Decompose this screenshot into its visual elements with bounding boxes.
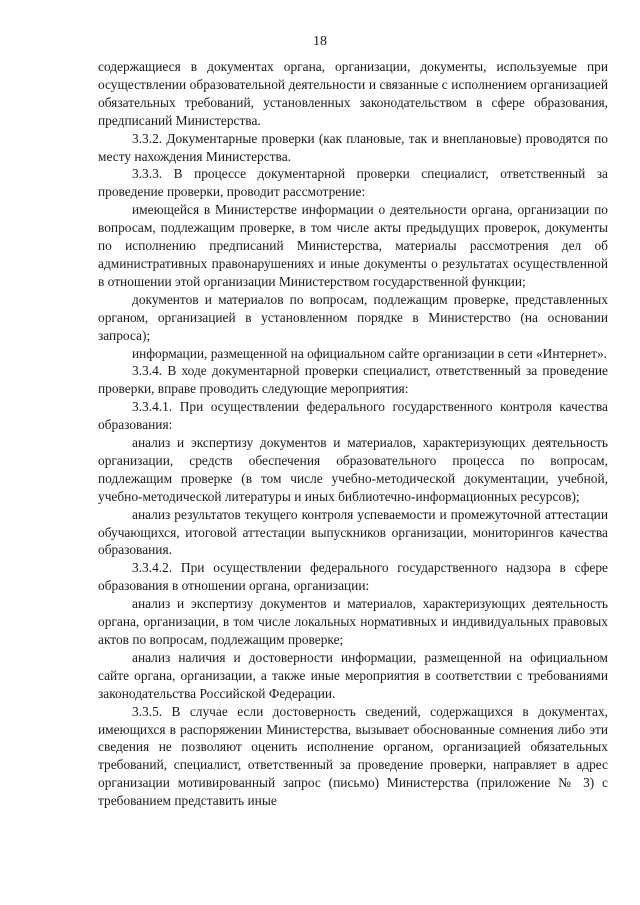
paragraph-3-3-4-1: 3.3.4.1. При осуществлении федерального государственного контроля качества образования: [98,399,608,433]
paragraph-3-3-3: 3.3.3. В процессе документарной проверки специалист, ответственный за проведение проверки, проводит рассмотрение: [98,166,608,200]
paragraph-3-3-4: 3.3.4. В ходе документарной проверки специалист, ответственный за проведение проверки, вправе проводить следующие мероприятия: [98,363,608,397]
paragraph-continuation: содержащиеся в документах органа, организации, документы, используемые при осуществлении образовательной деятельности и связанные с исполнением организацией обязательных требований, установленных законодательством в сфере образования, предписаний Министерства. [98,59,608,128]
list-item-website-info: информации, размещенной на официальном сайте организации в сети «Интернет». [132,345,607,361]
list-item-expertise: анализ и экспертизу документов и материалов, характеризующих деятельность органа, организации, в том числе локальных нормативных и индивидуальных правовых актов по вопросам, подлежащим проверке; [98,596,608,647]
page-number: 18 [313,34,327,49]
paragraph-3-3-4-2: 3.3.4.2. При осуществлении федерального государственного надзора в сфере образования в отношении органа, организации: [98,560,608,594]
paragraph-3-3-5: 3.3.5. В случае если достоверность сведений, содержащихся в документах, имеющихся в распоряжении Министерства, вызывает обоснованные сомнения либо эти сведения не позволяют оценить исполнение органом, организацией обязательных требований, специалист, ответственный за проведение проверки, направляет в адрес организации мотивированный запрос (письмо) Министерства (приложение № 3) с требованием представить иные [98,703,608,809]
document-body [98,58,608,810]
list-item-ministry-info: имеющейся в Министерстве информации о деятельности органа, организации по вопросам, подлежащим проверке, в том числе акты предыдущих проверок, документы по исполнению предписаний Министерства, материалы рассмотрения дел об административных правонарушениях и иные документы о результатах осуществленной в отношении этой организации Министерством государственной функции; [98,202,608,289]
list-item-analysis-documents: анализ и экспертизу документов и материалов, характеризующих деятельность организации, средств обеспечения образовательного процесса по вопросам, подлежащим проверке (в том числе учебно-методической документации, учебной, учебно-методической литературы и иных библиотечно-информационных ресурсов); [98,435,608,504]
list-item-documents: документов и материалов по вопросам, подлежащим проверке, представленных органом, организацией в установленном порядке в Министерство (на основании запроса); [98,291,608,343]
paragraph-3-3-2: 3.3.2. Документарные проверки (как плановые, так и внеплановые) проводятся по месту нахождения Министерства. [98,130,608,164]
list-item-site-analysis: анализ наличия и достоверности информации, размещенной на официальном сайте органа, организации, а также иные мероприятия в соответствии с требованиями законодательства Российской Федерации. [98,649,608,701]
list-item-analysis-results: анализ результатов текущего контроля успеваемости и промежуточной аттестации обучающихся, итоговой аттестации выпускников организации, мониторингов качества образования. [98,506,608,558]
